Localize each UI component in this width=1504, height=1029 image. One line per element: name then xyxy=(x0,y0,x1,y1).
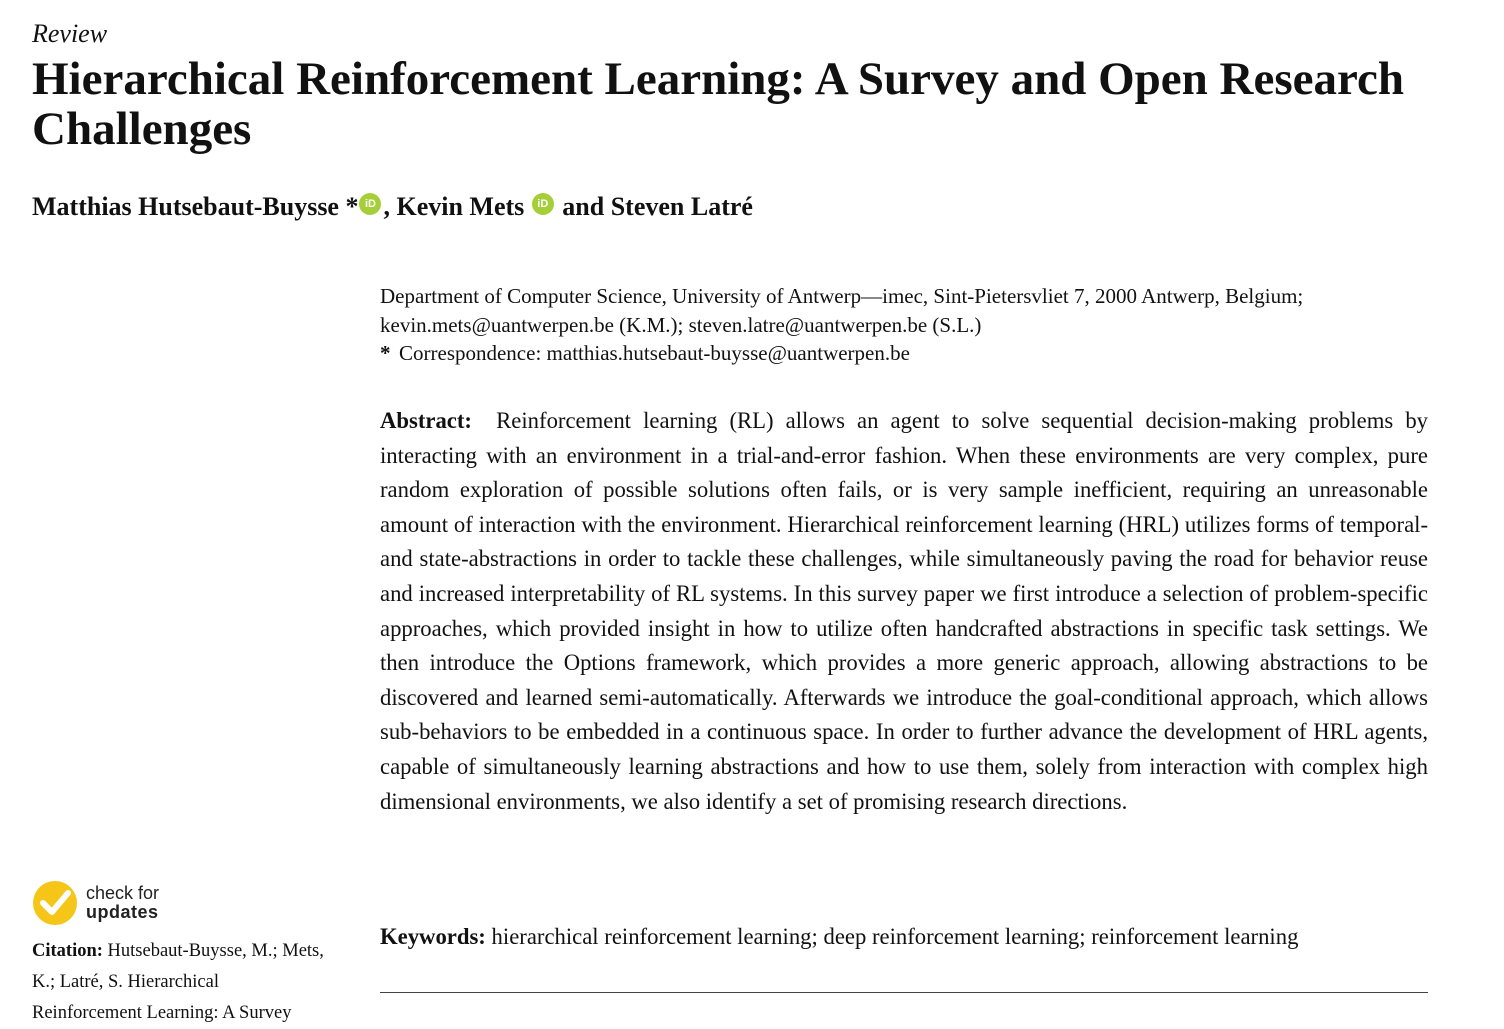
correspondence-line xyxy=(380,339,1430,368)
author-name: , Kevin Mets xyxy=(383,192,525,221)
check-for-updates-text xyxy=(86,884,159,922)
citation-block xyxy=(32,936,332,1029)
section-divider xyxy=(380,992,1428,993)
keywords xyxy=(380,920,1440,954)
check-badge-icon xyxy=(32,880,78,926)
orcid-icon[interactable]: iD xyxy=(359,193,381,215)
orcid-icon[interactable]: iD xyxy=(532,193,554,215)
author-list xyxy=(32,190,753,224)
abstract xyxy=(380,404,1428,819)
correspondence-marker: * xyxy=(380,341,391,365)
citation-text: Hutsebaut-Buysse, M.; Mets, K.; Latré, S. Hierarchical Reinforcement Learning: A Survey xyxy=(32,941,324,1023)
affiliation-line: Department of Computer Science, University of Antwerp—imec, Sint-Pietersvliet 7, 2000 Antwerp, Belgium; xyxy=(380,284,1304,308)
abstract-label: Abstract: xyxy=(380,408,472,433)
email-line: kevin.mets@uantwerpen.be (K.M.); steven.latre@uantwerpen.be (S.L.) xyxy=(380,312,982,337)
check-for-label: check for xyxy=(86,883,160,903)
paper-title: Hierarchical Reinforcement Learning: A Survey and Open Research Challenges xyxy=(32,53,1405,155)
keywords-text: hierarchical reinforcement learning; deep reinforcement learning; reinforcement learning xyxy=(491,924,1299,949)
article-type-label: Review xyxy=(32,19,108,48)
keywords-label: Keywords: xyxy=(380,924,486,949)
author-name: Matthias Hutsebaut-Buysse * xyxy=(32,192,359,221)
author-name: and Steven Latré xyxy=(555,192,753,221)
abstract-text: Reinforcement learning (RL) allows an agent to solve sequential decision-making problems by interacting with an environment in a trial-and-error fashion. When these environments are very complex, pure random exploration of possible solutions often fails, or is very sample inefficient, requiring an unreasonable amount of interaction with the environment. Hierarchical reinforcement learning (HRL) utilizes forms of temporal- and state-abstractions in order to tackle these challenges, while simultaneously paving the road for behavior reuse and increased interpretability of RL systems. In this survey paper we first introduce a selection of problem-specific approaches, which provided insight in how to utilize often handcrafted abstractions in specific task settings. We then introduce the Options framework, which provides a more generic approach, allowing abstractions to be discovered and learned semi-automatically. Afterwards we introduce the goal-conditional approach, which allows sub-behaviors to be embedded in a continuous space. In order to further advance the development of HRL agents, capable of simultaneously learning abstractions and how to use them, solely from interaction with complex high dimensional environments, we also identify a set of promising research directions. xyxy=(380,408,1429,814)
correspondence-text: Correspondence: matthias.hutsebaut-buysse@uantwerpen.be xyxy=(399,341,910,365)
updates-label: updates xyxy=(86,902,159,922)
citation-label: Citation: xyxy=(32,941,103,961)
affiliation-block xyxy=(380,282,1430,368)
check-for-updates-badge[interactable] xyxy=(32,880,159,926)
